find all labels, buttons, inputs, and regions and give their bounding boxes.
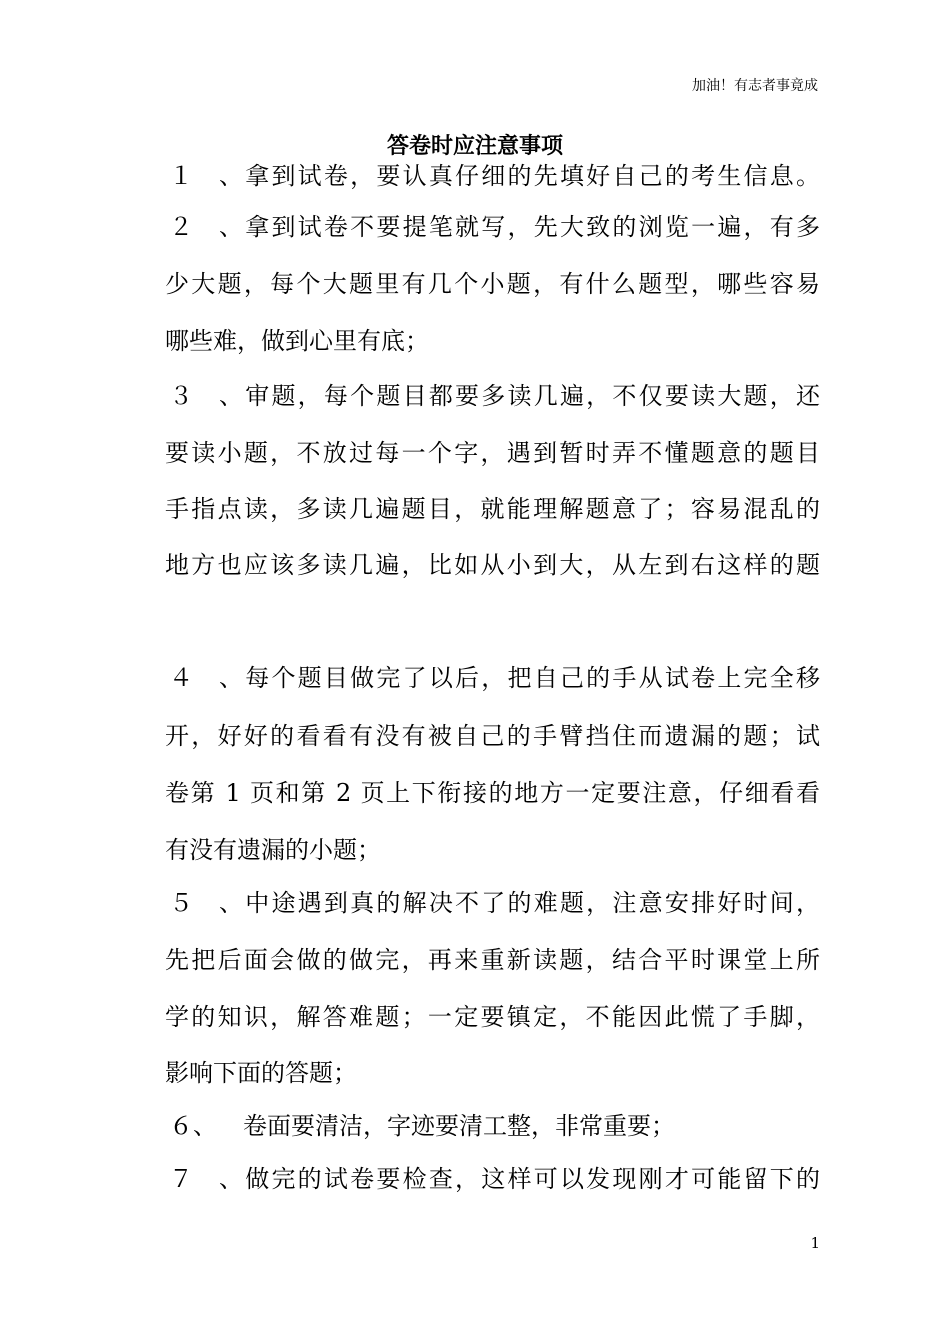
text-line <box>165 708 820 765</box>
item-number: ５、 <box>169 889 243 917</box>
line-text: 要读小题，不放过每一个字，遇到暂时弄不懂题意的题目 <box>165 439 820 467</box>
line-text: 做完的试卷要检查，这样可以发现刚才可能留下的 <box>243 1165 820 1193</box>
line-text: 学的知识，解答难题；一定要镇定，不能因此慌了手脚， <box>165 1003 820 1031</box>
text-line <box>165 989 820 1046</box>
page-number: 1 <box>810 1234 820 1252</box>
line-text: 拿到试卷，要认真仔细的先填好自己的考生信息。 <box>243 162 820 190</box>
text-line <box>165 537 820 594</box>
line-text: 地方也应该多读几遍，比如从小到大，从左到右这样的题 <box>165 551 820 579</box>
line-text: 手指点读，多读几遍题目，就能理解题意了；容易混乱的 <box>165 495 820 523</box>
text-line <box>165 765 820 822</box>
line-text: 少大题，每个大题里有几个小题，有什么题型，哪些容易 <box>165 270 820 298</box>
document-title: 答卷时应注意事项 <box>386 133 563 159</box>
item-number: ７、 <box>169 1165 243 1193</box>
page-header: 加油！有志者事竟成 <box>692 78 818 94</box>
text-line <box>165 875 820 932</box>
item-number: １、 <box>169 162 243 190</box>
item-number: ４、 <box>169 664 243 692</box>
text-line <box>165 256 820 313</box>
text-line <box>165 1045 820 1102</box>
line-text: 卷第 1 页和第 2 页上下衔接的地方一定要注意，仔细看看 <box>165 779 820 807</box>
text-line <box>165 148 820 205</box>
text-line <box>165 650 820 707</box>
text-line <box>165 481 820 538</box>
text-line <box>165 199 820 256</box>
line-text: 哪些难，做到心里有底； <box>165 327 429 355</box>
line-text: 开，好好的看看有没有被自己的手臂挡住而遗漏的题；试 <box>165 722 820 750</box>
line-text: 卷面要清洁，字迹要清工整，非常重要； <box>243 1112 675 1140</box>
item-number: ２、 <box>169 213 243 241</box>
text-line <box>165 1151 820 1208</box>
item-number: ６、 <box>169 1112 217 1140</box>
line-text: 每个题目做完了以后，把自己的手从试卷上完全移 <box>243 664 820 692</box>
item-number: ３、 <box>169 382 243 410</box>
line-text: 影响下面的答题； <box>165 1059 357 1087</box>
text-line <box>165 425 820 482</box>
line-text: 中途遇到真的解决不了的难题，注意安排好时间， <box>243 889 820 917</box>
line-text: 先把后面会做的做完，再来重新读题，结合平时课堂上所 <box>165 946 820 974</box>
line-text: 拿到试卷不要提笔就写，先大致的浏览一遍，有多 <box>243 213 820 241</box>
text-line <box>165 932 820 989</box>
text-line <box>165 822 820 879</box>
text-line <box>165 313 820 370</box>
line-text: 有没有遗漏的小题； <box>165 836 381 864</box>
text-line <box>165 1098 820 1155</box>
line-text: 审题，每个题目都要多读几遍，不仅要读大题，还 <box>243 382 820 410</box>
text-line <box>165 368 820 425</box>
